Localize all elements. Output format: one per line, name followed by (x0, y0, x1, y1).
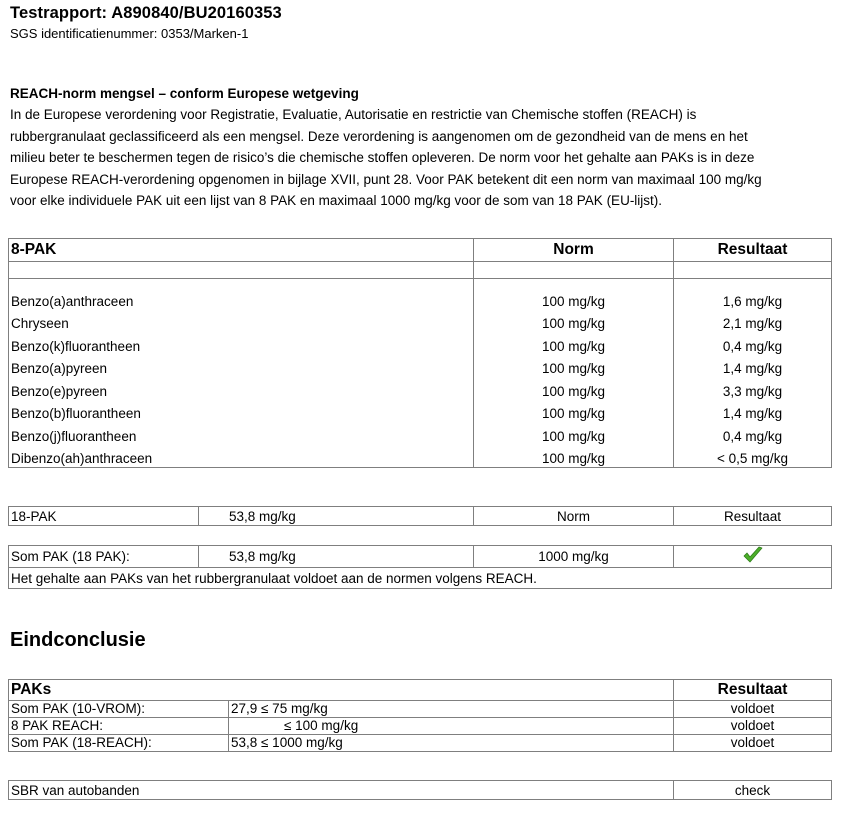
paks-result: voldoet (674, 701, 832, 718)
paragraph-line: rubbergranulaat geclassificeerd als een mengsel. Deze verordening is aangenomen om de gezondheid van de mens en het (10, 128, 748, 144)
table-row (9, 332, 832, 355)
table-row (9, 377, 832, 400)
som-label: Som PAK (18 PAK): (9, 546, 199, 568)
header-resultaat: Resultaat (674, 680, 832, 701)
pak8-table (8, 238, 832, 468)
table-header-row (9, 239, 832, 262)
paks-result: voldoet (674, 718, 832, 735)
pak-result: 1,4 mg/kg (674, 355, 832, 378)
paks-value: 53,8 ≤ 1000 mg/kg (229, 735, 674, 752)
header-8pak: 8-PAK (9, 239, 474, 262)
pak-name: Benzo(a)anthraceen (9, 279, 474, 310)
blank-row (9, 262, 832, 279)
pak18-value: 53,8 mg/kg (199, 507, 474, 526)
sbr-label: SBR van autobanden (9, 781, 674, 800)
paks-result: voldoet (674, 735, 832, 752)
table-row (9, 422, 832, 445)
pak-norm: 100 mg/kg (474, 422, 674, 445)
pak-norm: 100 mg/kg (474, 400, 674, 423)
pak-norm: 100 mg/kg (474, 445, 674, 468)
pak-name: Benzo(a)pyreen (9, 355, 474, 378)
header-norm: Norm (474, 239, 674, 262)
reach-paragraph (10, 104, 840, 212)
pak18-table (8, 506, 832, 526)
pak-norm: 100 mg/kg (474, 377, 674, 400)
sbr-result: check (674, 781, 832, 800)
table-row (9, 781, 832, 800)
pak-norm: 100 mg/kg (474, 332, 674, 355)
table-row (9, 568, 832, 589)
pak-name: Dibenzo(ah)anthraceen (9, 445, 474, 468)
pak-name: Benzo(b)fluorantheen (9, 400, 474, 423)
som-pak-table (8, 545, 832, 589)
pak-name: Chryseen (9, 310, 474, 333)
table-row (9, 400, 832, 423)
pak18-result-label: Resultaat (674, 507, 832, 526)
pak-norm: 100 mg/kg (474, 355, 674, 378)
paragraph-line: voor elke individuele PAK uit een lijst van 8 PAK en maximaal 1000 mg/kg voor de som van 18 PAK (EU-lijst). (10, 193, 663, 208)
paragraph-line: milieu beter te beschermen tegen de risico’s die chemische stoffen opleveren. De norm voor het gehalte aan PAKs is in deze (10, 150, 755, 165)
eindconclusie-title: Eindconclusie (10, 629, 146, 651)
som-result (674, 546, 832, 568)
table-header-row (9, 680, 832, 701)
sbr-table (8, 780, 832, 800)
pak-result: < 0,5 mg/kg (674, 445, 832, 468)
pak18-norm-label: Norm (474, 507, 674, 526)
pak-result: 0,4 mg/kg (674, 422, 832, 445)
pak-result: 3,3 mg/kg (674, 377, 832, 400)
pak-name: Benzo(k)fluorantheen (9, 332, 474, 355)
som-value: 53,8 mg/kg (199, 546, 474, 568)
table-row (9, 279, 832, 310)
paks-label: 8 PAK REACH: (9, 718, 229, 735)
pak-norm: 100 mg/kg (474, 310, 674, 333)
pak-norm: 100 mg/kg (474, 279, 674, 310)
pak-result: 1,6 mg/kg (674, 279, 832, 310)
paks-label: Som PAK (10-VROM): (9, 701, 229, 718)
paks-label: Som PAK (18-REACH): (9, 735, 229, 752)
paragraph-line: In de Europese verordening voor Registratie, Evaluatie, Autorisatie en restrictie van Chemische stoffen (REACH) is (10, 107, 697, 122)
table-row (9, 701, 832, 718)
paks-table (8, 679, 832, 752)
pak-name: Benzo(e)pyreen (9, 377, 474, 400)
pak-name: Benzo(j)fluorantheen (9, 422, 474, 445)
table-row (9, 507, 832, 526)
reach-section-title: REACH-norm mengsel – conform Europese wetgeving (10, 86, 359, 101)
pak-result: 1,4 mg/kg (674, 400, 832, 423)
som-conclusion: Het gehalte aan PAKs van het rubbergranulaat voldoet aan de normen volgens REACH. (9, 568, 832, 589)
paks-value: 27,9 ≤ 75 mg/kg (229, 701, 674, 718)
sgs-id: SGS identificatienummer: 0353/Marken-1 (10, 26, 249, 41)
table-row (9, 355, 832, 378)
header-paks: PAKs (9, 680, 674, 701)
header-resultaat: Resultaat (674, 239, 832, 262)
pak-result: 0,4 mg/kg (674, 332, 832, 355)
report-title: Testrapport: A890840/BU20160353 (10, 4, 282, 22)
table-row (9, 445, 832, 468)
table-row (9, 310, 832, 333)
paragraph-line: Europese REACH-verordening opgenomen in bijlage XVII, punt 28. Voor PAK betekent dit een norm van maximaal 100 mg/kg (10, 171, 762, 187)
paks-value: ≤ 100 mg/kg (229, 718, 674, 735)
table-row (9, 718, 832, 735)
table-row (9, 735, 832, 752)
pak18-label: 18-PAK (9, 507, 199, 526)
som-norm: 1000 mg/kg (474, 546, 674, 568)
table-row (9, 546, 832, 568)
checkmark-icon (743, 546, 763, 567)
pak-result: 2,1 mg/kg (674, 310, 832, 333)
